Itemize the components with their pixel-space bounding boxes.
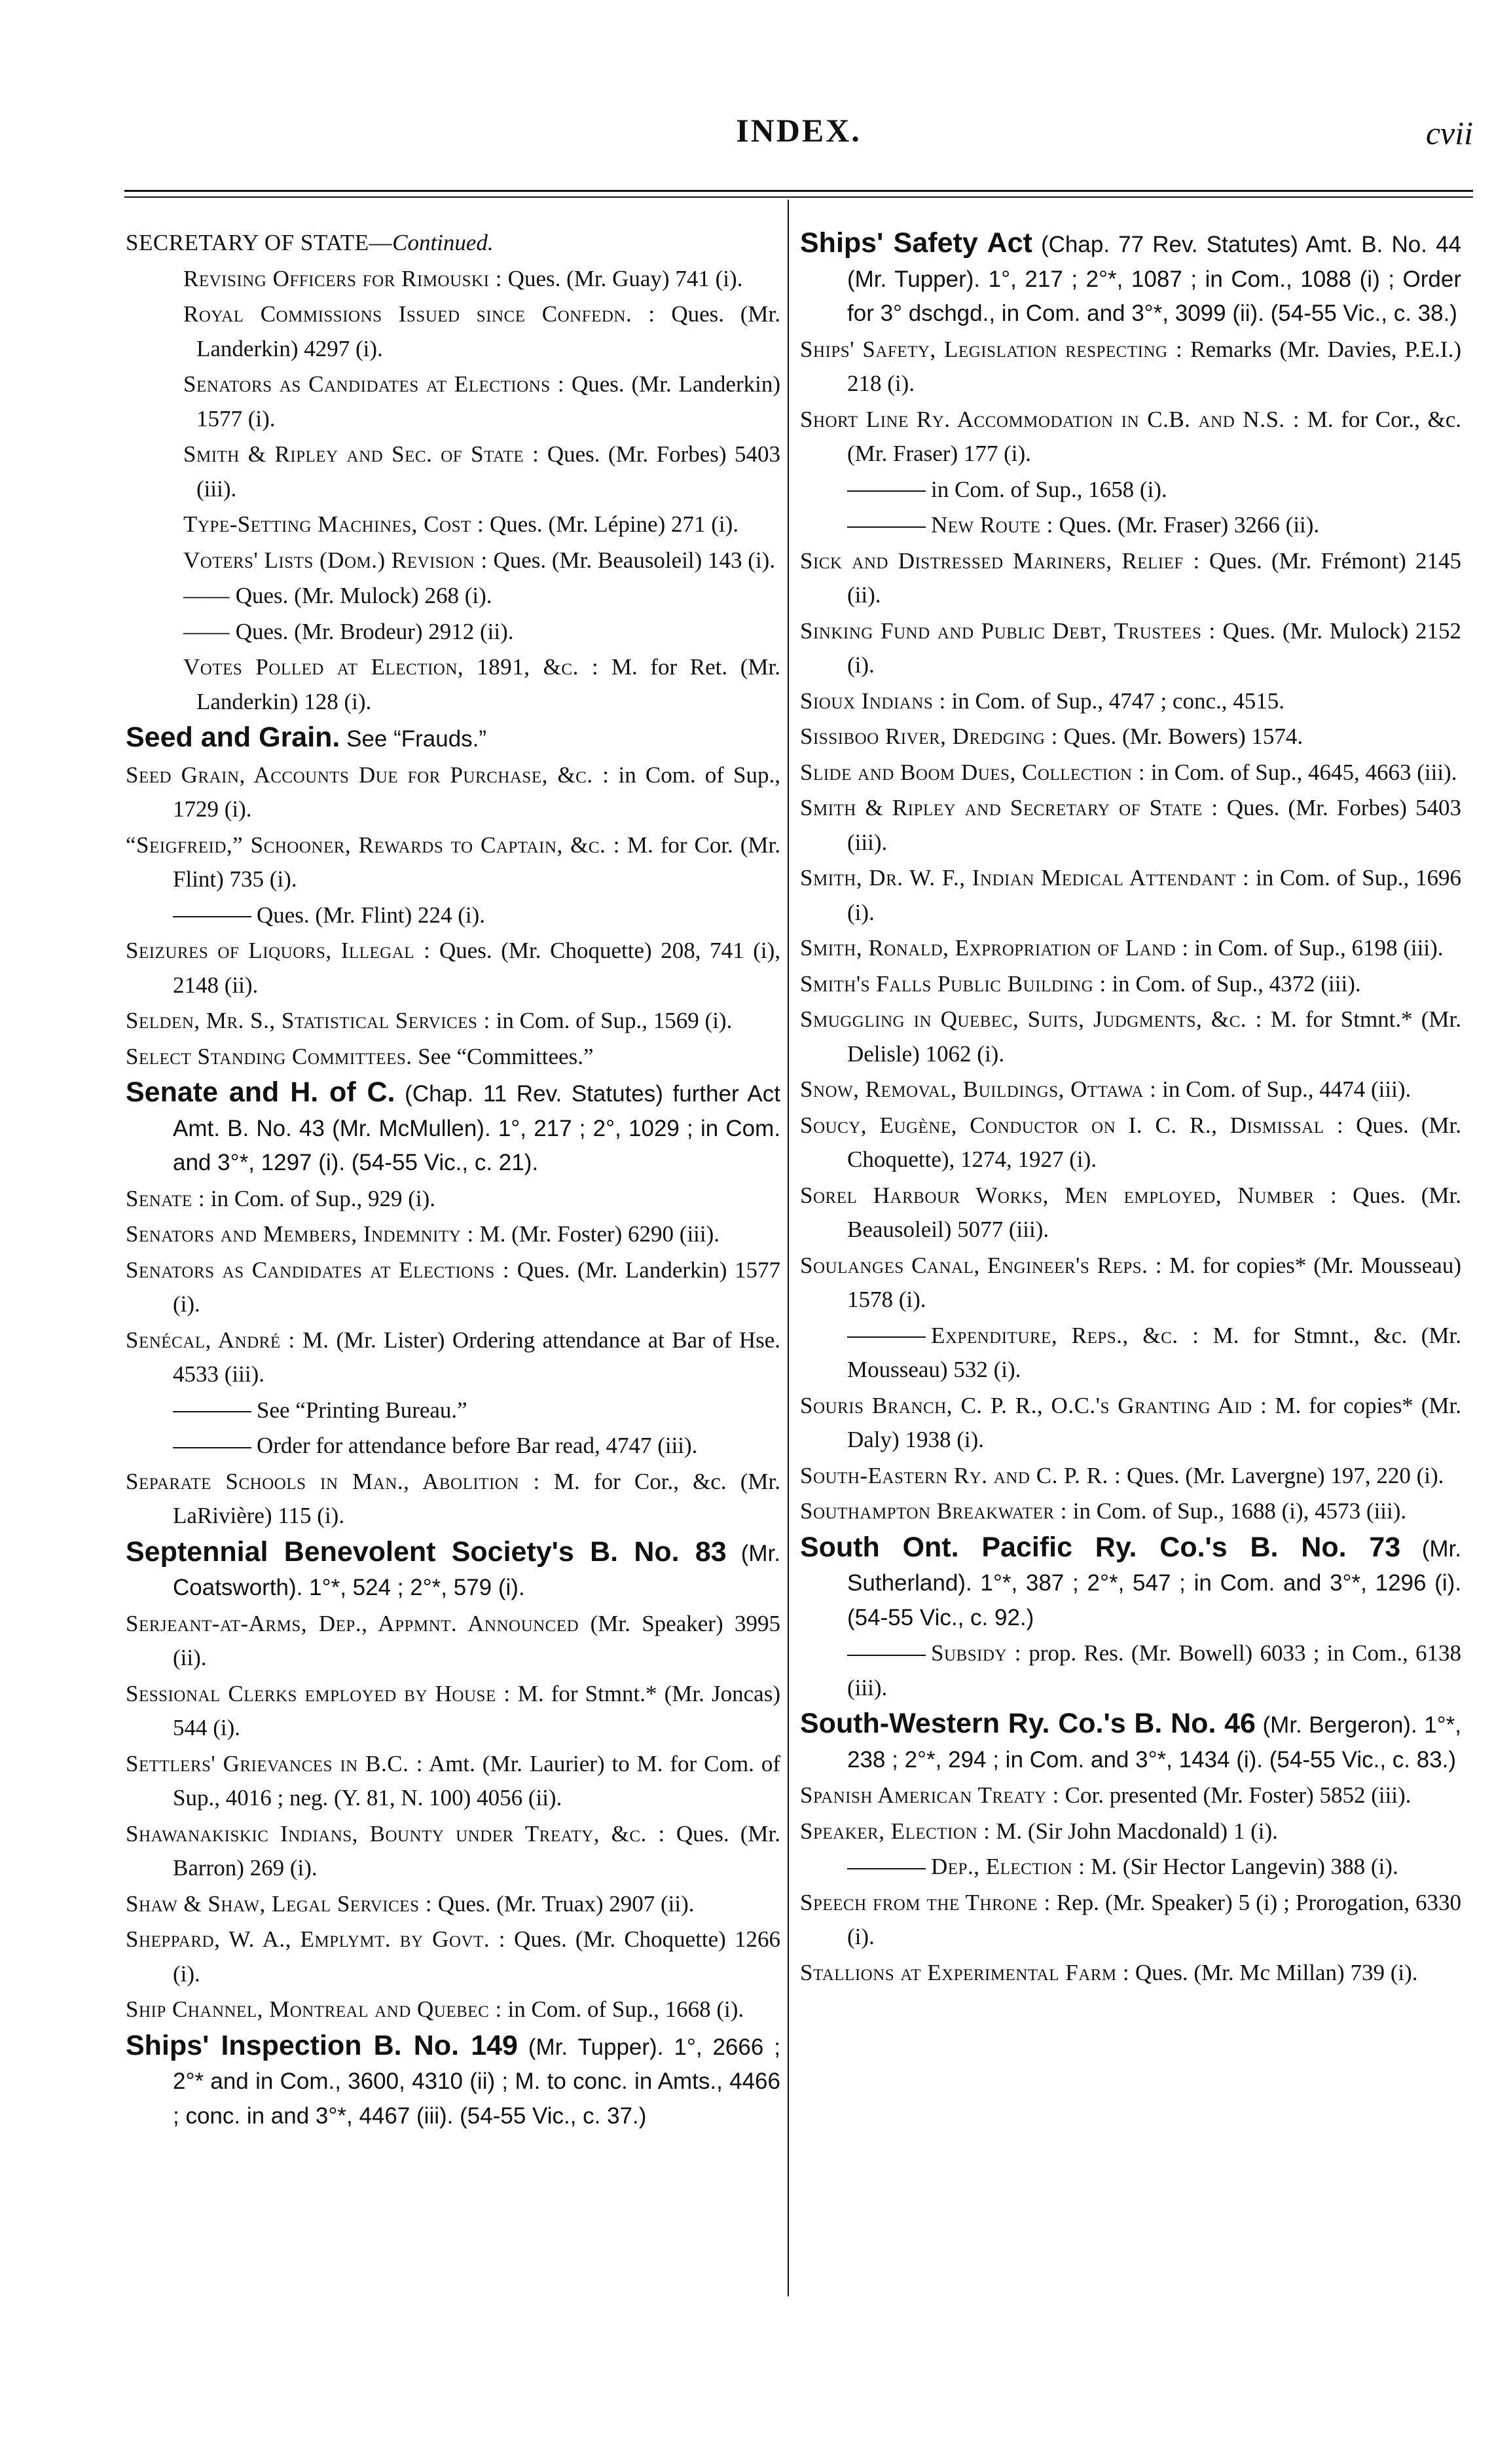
index-entry	[126, 1217, 780, 1252]
index-entry	[126, 437, 780, 506]
index-entry	[800, 861, 1461, 930]
entry-heading: Sinking Fund and Public Debt, Trustees :	[800, 617, 1216, 644]
entry-text: Ques. (Mr. Guay) 741 (i).	[501, 265, 743, 291]
entry-text: Ques. (Mr. Lavergne) 197, 220 (i).	[1121, 1462, 1444, 1488]
entry-text: Ques. (Mr. Landerkin) 1577 (i).	[173, 1257, 780, 1317]
entry-text: Ques. (Mr. Frémont) 2145 (ii).	[847, 547, 1461, 608]
index-entry	[800, 1249, 1461, 1317]
entry-text: in Com. of Sup., 1688 (i), 4573 (iii).	[1066, 1498, 1407, 1524]
entry-text: (Mr. Coatsworth). 1°*, 524 ; 2°*, 579 (i).	[173, 1540, 780, 1600]
entry-text: M. (Sir Hector Langevin) 388 (i).	[1085, 1854, 1398, 1879]
entry-text: (Chap. 77 Rev. Statutes) Amt. B. No. 44 (Mr. Tupper). 1°, 217 ; 2°*, 1087 ; in Com., 1088 (i) ; Order for 3° dschgd., in Com. and 3°*, 3099 (ii). (54-55 Vic., c. 38.)	[847, 232, 1461, 326]
entry-text: Ques. (Mr. Forbes) 5403 (iii).	[847, 795, 1461, 855]
index-entry	[800, 1956, 1461, 1991]
column-divider	[788, 200, 789, 2296]
entry-text: Ques. (Mr. Beausoleil) 143 (i).	[487, 547, 776, 573]
entry-text: in Com. of Sup., 4747 ; conc., 4515.	[945, 688, 1284, 714]
entry-text: in Com. of Sup., 4645, 4663 (iii).	[1145, 759, 1457, 785]
entry-heading: Smith, Ronald, Expropriation of Land :	[800, 935, 1189, 961]
entry-text: prop. Res. (Mr. Bowell) 6033 ; in Com., 6138 (iii).	[847, 1640, 1461, 1701]
entry-text: Ques. (Mr. Beausoleil) 5077 (iii).	[847, 1182, 1461, 1242]
entry-heading: Sessional Clerks employed by House :	[126, 1680, 511, 1706]
index-entry	[800, 226, 1461, 331]
index-entry	[126, 758, 780, 827]
entry-text: Ques. (Mr. Mulock) 2152 (i).	[847, 617, 1461, 678]
index-entry	[800, 1389, 1461, 1458]
index-entry	[126, 226, 780, 261]
index-entry	[126, 1677, 780, 1746]
entry-text: Ques. (Mr. Truax) 2907 (ii).	[431, 1890, 695, 1917]
entry-text: M. (Mr. Foster) 6290 (iii).	[473, 1221, 720, 1247]
ditto-rule	[847, 1336, 926, 1338]
entry-heading: South Ont. Pacific Ry. Co.'s B. No. 73	[800, 1531, 1401, 1563]
entry-heading: “Seigfreid,” Schooner, Rewards to Captain, &c. :	[126, 832, 620, 858]
index-entry	[126, 650, 780, 719]
entry-text: See “Frauds.”	[340, 726, 487, 752]
entry-heading: New Route :	[931, 512, 1053, 538]
index-entry	[800, 1319, 1461, 1388]
entry-text: (Mr. Speaker) 3995 (ii).	[173, 1610, 780, 1670]
index-entry	[126, 1817, 780, 1886]
entry-text: M. for Ret. (Mr. Landerkin) 128 (i).	[196, 654, 780, 714]
entry-heading: Seed and Grain.	[126, 722, 340, 753]
entry-heading: Snow, Removal, Buildings, Ottawa :	[800, 1076, 1157, 1102]
left-column	[126, 226, 780, 2135]
index-entry	[126, 262, 780, 297]
entry-text: M. (Mr. Lister) Ordering attendance at Bar of Hse. 4533 (iii).	[173, 1327, 780, 1387]
entry-text: Order for attendance before Bar read, 4747 (iii).	[257, 1433, 698, 1458]
index-entry	[126, 1040, 780, 1075]
ditto-rule	[173, 916, 251, 917]
entry-heading: Short Line Ry. Accommodation in C.B. and N.S. :	[800, 406, 1300, 432]
index-entry	[800, 1778, 1461, 1813]
entry-text: in Com. of Sup., 1658 (i).	[931, 476, 1167, 502]
entry-heading: Select Standing Committees.	[126, 1043, 412, 1069]
entry-text: Continued.	[392, 230, 494, 255]
entry-heading: Smith & Ripley and Sec. of State :	[183, 441, 539, 467]
page-title: INDEX.	[736, 112, 862, 149]
entry-heading: Sorel Harbour Works, Men employed, Number :	[800, 1182, 1338, 1208]
entry-text: Ques. (Mr. Barron) 269 (i).	[173, 1820, 780, 1881]
entry-text: in Com. of Sup., 1729 (i).	[173, 762, 780, 822]
index-entry	[800, 967, 1461, 1002]
entry-text: in Com. of Sup., 929 (i).	[205, 1185, 436, 1211]
entry-heading: Senators as Candidates at Elections :	[183, 371, 565, 397]
entry-heading: Smuggling in Quebec, Suits, Judgments, &c. :	[800, 1006, 1262, 1032]
entry-heading: Speaker, Election :	[800, 1818, 991, 1844]
index-entry	[800, 720, 1461, 754]
entry-heading: Smith, Dr. W. F., Indian Medical Attendant :	[800, 865, 1250, 891]
index-entry	[126, 934, 780, 1002]
entry-heading: Senécal, André :	[126, 1327, 295, 1353]
index-entry	[800, 333, 1461, 401]
index-entry	[126, 507, 780, 542]
entry-text: in Com. of Sup., 1696 (i).	[847, 865, 1461, 925]
index-entry	[800, 931, 1461, 966]
entry-text: in Com. of Sup., 1569 (i).	[490, 1008, 733, 1033]
entry-text: Ques. (Mr. Landerkin) 1577 (i).	[196, 371, 780, 432]
entry-text: M. for copies* (Mr. Mousseau) 1578 (i).	[847, 1252, 1461, 1312]
entry-text: Ques. (Mr. Landerkin) 4297 (i).	[196, 301, 780, 361]
index-entry	[126, 579, 780, 614]
entry-text: Ques. (Mr. Fraser) 3266 (ii).	[1053, 512, 1320, 538]
entry-text: in Com. of Sup., 6198 (iii).	[1188, 935, 1444, 961]
page-header	[124, 111, 1473, 164]
index-entry	[126, 367, 780, 436]
entry-text: Amt. (Mr. Laurier) to M. for Com. of Sup., 4016 ; neg. (Y. 81, N. 100) 4056 (ii).	[173, 1750, 780, 1811]
index-entry	[800, 508, 1461, 543]
entry-heading: Septennial Benevolent Society's B. No. 83	[126, 1535, 727, 1568]
entry-heading: Sioux Indians :	[800, 688, 946, 714]
index-entry	[126, 1253, 780, 1322]
entry-text: in Com. of Sup., 1668 (i).	[501, 1996, 744, 2022]
index-entry	[126, 1922, 780, 1991]
entry-text: M. for Stmnt., &c. (Mr. Mousseau) 532 (i).	[847, 1322, 1462, 1382]
entry-heading: Sissiboo River, Dredging :	[800, 724, 1058, 749]
entry-heading: Souris Branch, C. P. R., O.C.'s Granting Aid :	[800, 1392, 1267, 1418]
index-entry	[126, 1393, 780, 1428]
entry-heading: Senate :	[126, 1185, 206, 1211]
index-entry	[800, 1850, 1461, 1885]
index-entry	[800, 791, 1461, 860]
ditto-rule	[847, 1868, 926, 1869]
index-entry	[126, 1429, 780, 1463]
entry-text: Ques. (Mr. Choquette) 208, 741 (i), 2148 (ii).	[173, 938, 781, 998]
entry-heading: Seed Grain, Accounts Due for Purchase, &c. :	[126, 762, 610, 788]
entry-heading: ——	[183, 583, 230, 608]
page-number: cvii	[1425, 115, 1473, 151]
entry-heading: Sick and Distressed Mariners, Relief :	[800, 547, 1200, 574]
index-entry	[126, 2029, 780, 2134]
entry-heading: Spanish American Treaty :	[800, 1782, 1059, 1808]
entry-text: M. for copies* (Mr. Daly) 1938 (i).	[847, 1392, 1461, 1452]
right-column	[800, 226, 1461, 1991]
entry-text: Cor. presented (Mr. Foster) 5852 (iii).	[1059, 1782, 1412, 1808]
index-entry	[800, 1073, 1461, 1107]
index-entry	[126, 1887, 780, 1922]
index-entry	[126, 1465, 780, 1534]
entry-heading: Soucy, Eugène, Conductor on I. C. R., Dismissal :	[800, 1112, 1344, 1138]
entry-heading: Dep., Election :	[931, 1854, 1085, 1879]
index-entry	[800, 1459, 1461, 1494]
entry-text: M. for Stmnt.* (Mr. Delisle) 1062 (i).	[847, 1006, 1461, 1067]
index-entry	[126, 898, 780, 933]
entry-heading: Ships' Safety, Legislation respecting :	[800, 336, 1183, 362]
index-entry	[800, 756, 1461, 790]
index-entry	[126, 720, 780, 757]
ditto-rule	[847, 1655, 926, 1656]
entry-heading: Serjeant-at-Arms, Dep., Appmnt. Announced	[126, 1610, 579, 1636]
entry-heading: Smith & Ripley and Secretary of State :	[800, 795, 1218, 820]
entry-heading: Revising Officers for Rimouski :	[183, 265, 502, 291]
entry-text: Remarks (Mr. Davies, P.E.I.) 218 (i).	[847, 336, 1461, 396]
entry-text: Ques. (Mr. Choquette) 1266 (i).	[173, 1926, 780, 1987]
entry-text: Ques. (Mr. Flint) 224 (i).	[257, 902, 486, 928]
index-entry	[126, 828, 780, 897]
entry-text: See “Committees.”	[412, 1043, 594, 1069]
entry-text: (Mr. Sutherland). 1°*, 387 ; 2°*, 547 ; in Com. and 3°*, 1296 (i). (54-55 Vic., c. 92.)	[847, 1535, 1461, 1630]
entry-heading: Smith's Falls Public Building :	[800, 970, 1106, 997]
index-entry	[126, 543, 780, 578]
index-entry	[126, 1004, 780, 1039]
entry-heading: Voters' Lists (Dom.) Revision :	[183, 547, 488, 573]
entry-heading: Soulanges Canal, Engineer's Reps. :	[800, 1252, 1163, 1278]
entry-text: Ques. (Mr. Forbes) 5403 (iii).	[196, 441, 780, 502]
entry-heading: Seizures of Liquors, Illegal :	[126, 938, 431, 963]
entry-text: M. for Cor., &c. (Mr. Fraser) 177 (i).	[847, 406, 1461, 466]
index-entry	[800, 544, 1461, 613]
index-entry	[126, 1747, 780, 1816]
index-entry	[800, 1706, 1461, 1777]
index-entry	[800, 1179, 1461, 1247]
entry-heading: Stallions at Experimental Farm :	[800, 1959, 1130, 1985]
index-entry	[800, 1109, 1461, 1177]
entry-heading: South-Eastern Ry. and C. P. R. :	[800, 1462, 1121, 1488]
entry-heading: Shawanakiskic Indians, Bounty under Treaty, &c. :	[126, 1820, 665, 1847]
entry-text: Ques. (Mr. Bowers) 1574.	[1057, 724, 1303, 749]
index-entry	[126, 1182, 780, 1217]
entry-text: Ques. (Mr. Lépine) 271 (i).	[484, 511, 739, 537]
index-entry	[126, 1535, 780, 1606]
entry-heading: Expenditure, Reps., &c. :	[931, 1322, 1199, 1348]
index-entry	[800, 1530, 1461, 1636]
entry-heading: Votes Polled at Election, 1891, &c. :	[183, 654, 599, 680]
entry-heading: Ships' Safety Act	[800, 227, 1032, 259]
header-rule-thin	[124, 196, 1473, 198]
index-entry	[126, 1323, 780, 1392]
entry-heading: Senators as Candidates at Elections :	[126, 1257, 510, 1283]
entry-text: in Com. of Sup., 4372 (iii).	[1106, 970, 1361, 997]
entry-text: M. (Sir John Macdonald) 1 (i).	[990, 1818, 1278, 1844]
entry-text: (Chap. 11 Rev. Statutes) further Act Amt. B. No. 43 (Mr. McMullen). 1°, 217 ; 2°, 1029 ; in Com. and 3°*, 1297 (i). (54-55 Vic., c. 21).	[173, 1081, 780, 1175]
entry-heading: Ship Channel, Montreal and Quebec :	[126, 1996, 502, 2022]
entry-text: Ques. (Mr. Brodeur) 2912 (ii).	[230, 618, 514, 644]
entry-heading: Senators and Members, Indemnity :	[126, 1221, 474, 1247]
index-entry	[800, 1814, 1461, 1849]
index-entry	[800, 614, 1461, 683]
index-entry	[126, 1075, 780, 1181]
entry-text: Rep. (Mr. Speaker) 5 (i) ; Prorogation, 6330 (i).	[847, 1889, 1461, 1949]
entry-heading: Slide and Boom Dues, Collection :	[800, 759, 1146, 785]
entry-heading: Selden, Mr. S., Statistical Services :	[126, 1008, 490, 1033]
index-entry	[800, 473, 1461, 507]
entry-heading: Subsidy :	[931, 1640, 1022, 1666]
index-entry	[800, 684, 1461, 719]
entry-heading: South-Western Ry. Co.'s B. No. 46	[800, 1708, 1256, 1739]
entry-text: Ques. (Mr. Mulock) 268 (i).	[230, 583, 492, 608]
index-entry	[800, 1494, 1461, 1529]
index-entry	[800, 1636, 1461, 1705]
entry-heading: Speech from the Throne :	[800, 1889, 1051, 1915]
entry-heading: Senate and H. of C.	[126, 1076, 395, 1108]
ditto-rule	[173, 1411, 251, 1412]
index-entry	[126, 1993, 780, 2027]
index-entry	[126, 1607, 780, 1676]
entry-heading: SECRETARY OF STATE—	[126, 230, 393, 255]
ditto-rule	[847, 526, 926, 528]
index-entry	[800, 1002, 1461, 1071]
entry-heading: Separate Schools in Man., Abolition :	[126, 1468, 540, 1494]
entry-heading: Royal Commissions Issued since Confedn. :	[183, 301, 655, 327]
entry-text: M. for Stmnt.* (Mr. Joncas) 544 (i).	[173, 1680, 780, 1740]
index-entry	[800, 403, 1461, 471]
header-rule	[124, 190, 1473, 192]
entry-heading: Shaw & Shaw, Legal Services :	[126, 1890, 432, 1917]
entry-text: M. for Cor., &c. (Mr. LaRivière) 115 (i).	[173, 1468, 780, 1528]
entry-text: (Mr. Tupper). 1°, 2666 ; 2°* and in Com., 3600, 4310 (ii) ; M. to conc. in Amts., 4466 ; conc. in and 3°*, 4467 (iii). (54-55 Vic., c. 37.)	[173, 2034, 780, 2129]
entry-heading: Sheppard, W. A., Emplymt. by Govt. :	[126, 1926, 505, 1952]
entry-text: M. for Cor. (Mr. Flint) 735 (i).	[173, 832, 780, 892]
entry-text: Ques. (Mr. Mc Millan) 739 (i).	[1129, 1959, 1418, 1985]
entry-heading: Settlers' Grievances in B.C. :	[126, 1750, 423, 1776]
entry-text: Ques. (Mr. Choquette), 1274, 1927 (i).	[847, 1112, 1461, 1172]
ditto-rule	[847, 490, 926, 492]
entry-heading: Ships' Inspection B. No. 149	[126, 2029, 518, 2061]
entry-heading: ——	[183, 618, 230, 644]
ditto-rule	[173, 1447, 251, 1448]
entry-text: in Com. of Sup., 4474 (iii).	[1156, 1076, 1412, 1102]
index-entry	[800, 1886, 1461, 1955]
entry-heading: Type-Setting Machines, Cost :	[183, 511, 484, 537]
index-entry	[126, 615, 780, 650]
index-entry	[126, 297, 780, 366]
entry-text: See “Printing Bureau.”	[257, 1397, 467, 1423]
entry-heading: Southampton Breakwater :	[800, 1498, 1067, 1524]
entry-text: (Mr. Bergeron). 1°*, 238 ; 2°*, 294 ; in Com. and 3°*, 1434 (i). (54-55 Vic., c. 83.)	[847, 1712, 1461, 1773]
